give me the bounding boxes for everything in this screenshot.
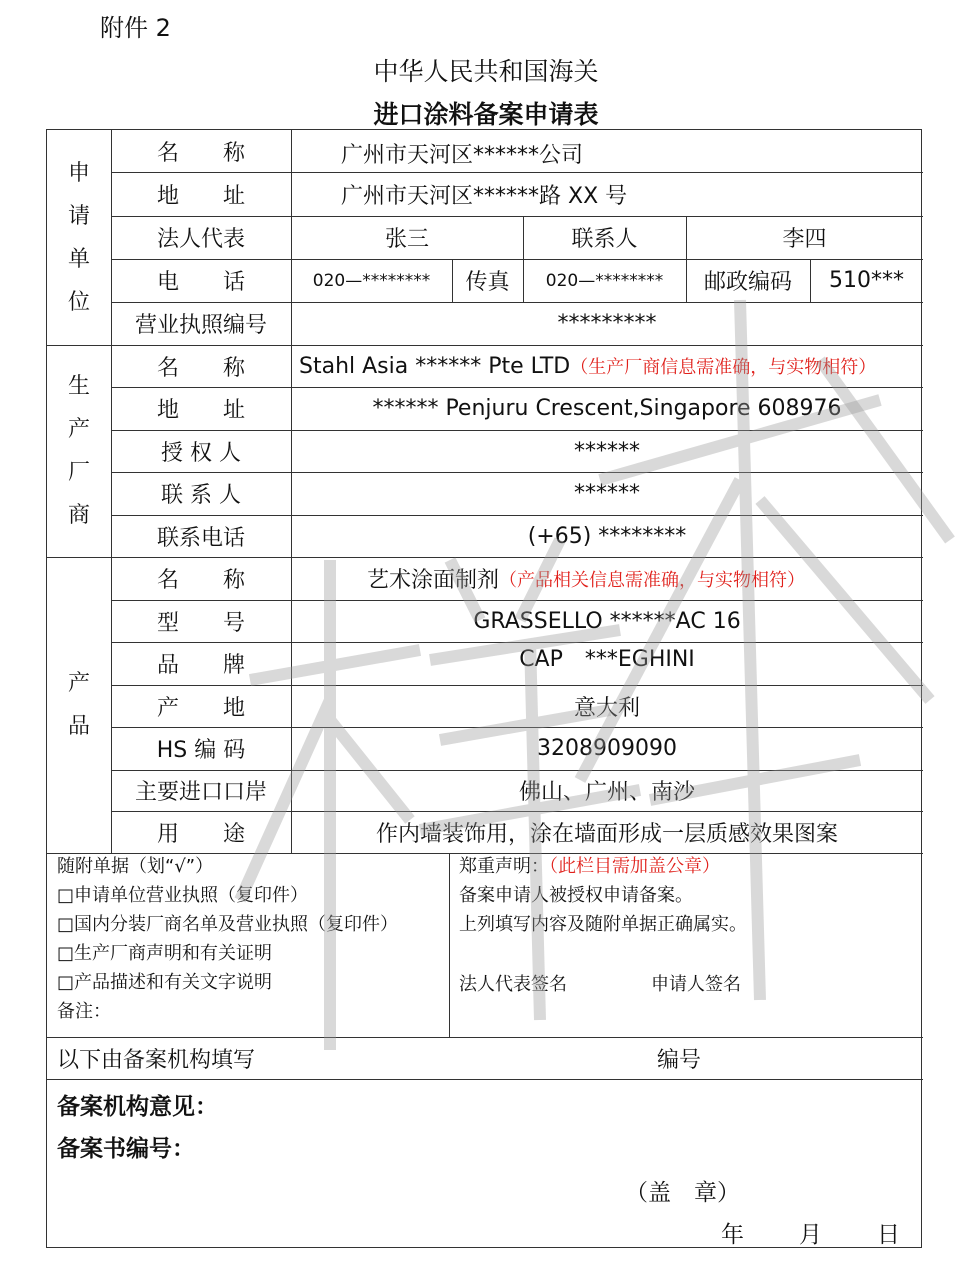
port-label: 主要进口口岸 bbox=[134, 780, 267, 805]
mfr-contact-value: ****** bbox=[574, 481, 640, 506]
product-note: （产品相关信息需准确，与实物相符） bbox=[499, 569, 806, 591]
use-label: 用 途 bbox=[156, 821, 245, 847]
year-label: 年 bbox=[721, 1222, 744, 1248]
declaration-title: 郑重声明：（此栏目需加盖公章） bbox=[459, 856, 720, 877]
declaration-line: 备案申请人被授权申请备案。 bbox=[459, 885, 693, 906]
office-opinion-label: 备案机构意见： bbox=[57, 1094, 218, 1120]
origin-value: 意大利 bbox=[573, 695, 640, 721]
license-label: 营业执照编号 bbox=[134, 313, 267, 338]
mfr-phone-label: 联系电话 bbox=[156, 525, 245, 551]
product-section-label: 产 品 bbox=[67, 671, 90, 739]
phone-label: 电 话 bbox=[156, 270, 245, 295]
attachment-item: □产品描述和有关文字说明 bbox=[57, 972, 273, 993]
postcode-value: 510*** bbox=[829, 268, 904, 293]
applicant-name-value: 广州市天河区******公司 bbox=[341, 142, 584, 168]
brand-label: 品 牌 bbox=[156, 653, 245, 678]
legal-rep-label: 法人代表 bbox=[156, 227, 245, 252]
applicant-addr-value: 广州市天河区******路 XX 号 bbox=[341, 183, 628, 209]
authorizer-value: ****** bbox=[574, 438, 640, 464]
office-number-label: 编号 bbox=[657, 1047, 702, 1073]
cert-number-label: 备案书编号： bbox=[57, 1136, 195, 1162]
applicant-addr-label: 地 址 bbox=[156, 183, 245, 209]
manufacturer-section-label: 生 产 厂 商 bbox=[67, 374, 90, 528]
mfr-contact-label: 联 系 人 bbox=[161, 483, 241, 508]
applicant-name-label: 名 称 bbox=[156, 140, 245, 166]
manufacturer-note: （生产厂商信息需准确，与实物相符） bbox=[570, 357, 877, 378]
postcode-label: 邮政编码 bbox=[703, 270, 792, 295]
legal-rep-value: 张三 bbox=[384, 227, 429, 252]
fax-value: 020—******** bbox=[545, 270, 664, 291]
attachments-title: 随附单据（划“√”） bbox=[57, 856, 214, 877]
contact-label: 联系人 bbox=[571, 227, 638, 252]
attachment-label: 附件 2 bbox=[100, 14, 171, 42]
attachment-item: □国内分装厂商名单及营业执照（复印件） bbox=[57, 914, 399, 935]
manufacturer-name-label: 名 称 bbox=[156, 355, 245, 381]
product-name-value: 艺术涂面制剂 （产品相关信息需准确，与实物相符） bbox=[367, 557, 805, 600]
attachment-item: □生产厂商声明和有关证明 bbox=[57, 943, 273, 964]
authority-title: 中华人民共和国海关 bbox=[373, 57, 599, 86]
form-title: 进口涂料备案申请表 bbox=[373, 100, 599, 129]
brand-value: CAP ***EGHINI bbox=[519, 647, 695, 672]
port-value: 佛山、广州、南沙 bbox=[518, 780, 695, 805]
manufacturer-addr-label: 地 址 bbox=[156, 398, 245, 423]
attachment-item: □申请单位营业执照（复印件） bbox=[57, 885, 309, 906]
fax-label: 传真 bbox=[465, 270, 510, 295]
month-label: 月 bbox=[799, 1222, 822, 1248]
origin-label: 产 地 bbox=[156, 695, 245, 721]
model-label: 型 号 bbox=[156, 610, 245, 636]
applicant-section-label: 申 请 单 位 bbox=[67, 160, 90, 315]
declaration-note: （此栏目需加盖公章） bbox=[549, 856, 720, 877]
applicant-signature-label: 申请人签名 bbox=[651, 974, 741, 995]
hs-code-value: 3208909090 bbox=[537, 736, 677, 761]
legal-rep-signature-label: 法人代表签名 bbox=[459, 974, 567, 995]
office-fill-label: 以下由备案机构填写 bbox=[57, 1047, 256, 1073]
contact-value: 李四 bbox=[782, 227, 827, 252]
product-name-label: 名 称 bbox=[156, 568, 245, 593]
hs-code-label: HS 编 码 bbox=[156, 738, 246, 763]
seal-label: （盖 章） bbox=[625, 1180, 740, 1206]
mfr-phone-value: (+65) ******** bbox=[527, 523, 687, 549]
application-form bbox=[46, 129, 922, 1248]
manufacturer-addr-value: ****** Penjuru Crescent,Singapore 608976 bbox=[372, 396, 842, 421]
use-value: 作内墙装饰用，涂在墙面形成一层质感效果图案 bbox=[375, 821, 838, 847]
manufacturer-name-value: Stahl Asia ****** Pte LTD （生产厂商信息需准确，与实物相符） bbox=[299, 353, 877, 379]
phone-value: 020—******** bbox=[312, 270, 431, 291]
declaration-line: 上列填写内容及随附单据正确属实。 bbox=[459, 914, 747, 935]
license-value: ********* bbox=[557, 311, 657, 336]
remark-label: 备注： bbox=[57, 1001, 111, 1022]
authorizer-label: 授 权 人 bbox=[161, 440, 241, 466]
day-label: 日 bbox=[877, 1222, 900, 1248]
model-value: GRASSELLO ******AC 16 bbox=[473, 608, 741, 634]
